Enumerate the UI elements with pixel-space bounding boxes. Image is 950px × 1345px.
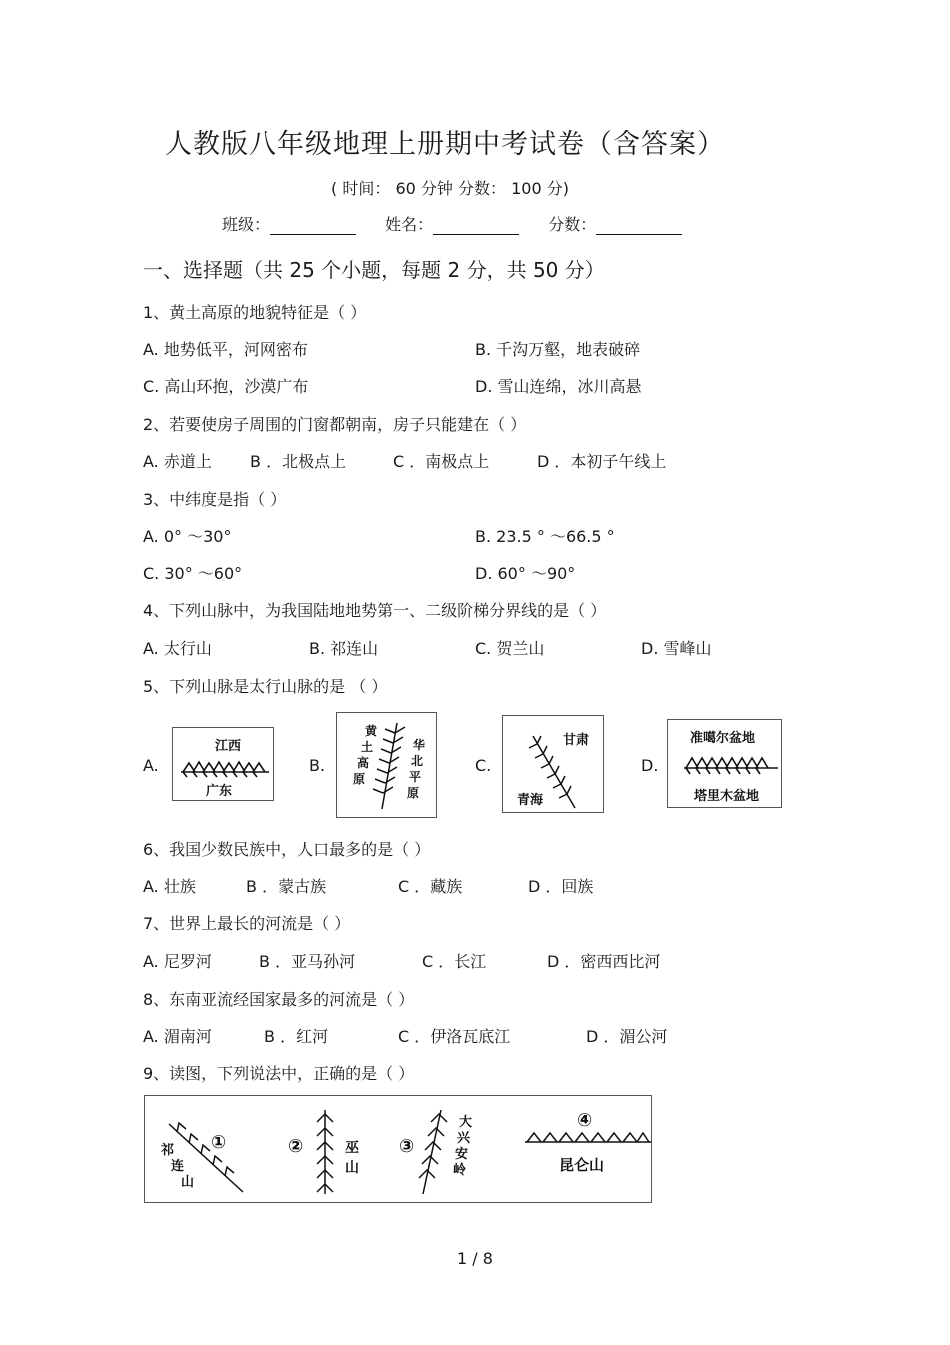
q5d-bottom-label: 塔里木盆地 — [694, 789, 760, 804]
q7-option-c: C ．长江 — [422, 952, 487, 971]
q4-option-c: C. 贺兰山 — [475, 639, 545, 658]
q9-m3-num: ③ — [399, 1136, 415, 1157]
q5-image-b — [336, 712, 437, 818]
exam-info: ( 时间： 60 分钟 分数： 100 分) — [331, 179, 569, 198]
question-4: 4、下列山脉中，为我国陆地地势第一、二级阶梯分界线的是（ ） — [143, 601, 607, 620]
q7-option-b: B ．亚马孙河 — [259, 952, 356, 971]
question-6: 6、我国少数民族中，人口最多的是（ ） — [143, 840, 431, 859]
name-blank[interactable] — [433, 220, 519, 235]
mountain-range-icon — [373, 723, 405, 809]
q1-option-a: A. 地势低平，河网密布 — [143, 340, 308, 359]
score-blank[interactable] — [596, 220, 682, 235]
q5-image-a — [172, 727, 274, 801]
q5d-top-label: 准噶尔盆地 — [690, 731, 756, 746]
q5a-bottom-label: 广东 — [206, 784, 233, 799]
class-label: 班级： — [222, 215, 271, 234]
page-title: 人教版八年级地理上册期中考试卷（含答案） — [165, 129, 725, 160]
q9-m2-num: ② — [288, 1136, 304, 1157]
mountain-range-icon — [525, 1133, 651, 1142]
q5-option-a: A. — [143, 756, 159, 775]
q1-option-c: C. 高山环抱，沙漠广布 — [143, 377, 309, 396]
q5b-right-label: 华北平原 — [407, 738, 426, 800]
q6-option-a: A. 壮族 — [143, 877, 196, 896]
q2-option-d: D ．本初子午线上 — [537, 452, 667, 471]
q3-option-d: D. 60° ～90° — [475, 564, 576, 583]
class-blank[interactable] — [270, 220, 356, 235]
q2-option-b: B ．北极点上 — [250, 452, 347, 471]
q5c-bottom-label: 青海 — [517, 793, 544, 808]
q6-option-d: D ．回族 — [528, 877, 594, 896]
question-1: 1、黄土高原的地貌特征是（ ） — [143, 303, 367, 322]
q8-option-d: D ．湄公河 — [586, 1027, 668, 1046]
q5-option-d: D. — [641, 756, 659, 775]
score-label: 分数： — [548, 215, 597, 234]
q7-option-d: D ．密西西比河 — [547, 952, 661, 971]
q5b-left-label: 黄土高原 — [353, 724, 378, 786]
q8-option-a: A. 湄南河 — [143, 1027, 212, 1046]
q6-option-c: C ．藏族 — [398, 877, 463, 896]
question-9: 9、读图，下列说法中，正确的是（ ） — [143, 1064, 415, 1083]
question-3: 3、中纬度是指（ ） — [143, 490, 287, 509]
mountain-range-icon — [181, 762, 269, 777]
q2-option-c: C ．南极点上 — [393, 452, 490, 471]
q5c-top-label: 甘肃 — [563, 733, 590, 748]
q9-mountain-figure — [144, 1095, 652, 1203]
name-label: 姓名： — [385, 215, 434, 234]
question-7: 7、世界上最长的河流是（ ） — [143, 914, 351, 933]
page-number: 1 / 8 — [457, 1249, 493, 1268]
question-2: 2、若要使房子周围的门窗都朝南，房子只能建在（ ） — [143, 415, 527, 434]
q3-option-c: C. 30° ～60° — [143, 564, 243, 583]
question-5: 5、下列山脉是太行山脉的是 （ ） — [143, 677, 388, 696]
q3-option-a: A. 0° ～30° — [143, 527, 232, 546]
q3-option-b: B. 23.5 ° ～66.5 ° — [475, 527, 615, 546]
q5a-top-label: 江西 — [215, 739, 242, 754]
q9-m3-name: 大兴安岭 — [453, 1115, 473, 1178]
q9-m1-num: ① — [211, 1132, 227, 1153]
mountain-range-icon — [317, 1110, 333, 1194]
q9-m4-num: ④ — [577, 1110, 593, 1131]
q9-m1-name: 祁连山 — [161, 1143, 195, 1190]
q5-option-b: B. — [309, 756, 326, 775]
q2-option-a: A. 赤道上 — [143, 452, 212, 471]
q8-option-b: B ．红河 — [264, 1027, 329, 1046]
section-heading: 一、选择题（共 25 个小题，每题 2 分，共 50 分） — [143, 258, 605, 282]
q1-option-d: D. 雪山连绵，冰川高悬 — [475, 377, 642, 396]
student-fields — [222, 212, 706, 235]
q1-option-b: B. 千沟万壑，地表破碎 — [475, 340, 641, 359]
q8-option-c: C ．伊洛瓦底江 — [398, 1027, 511, 1046]
q6-option-b: B ．蒙古族 — [246, 877, 327, 896]
q5-image-c — [502, 715, 604, 813]
q4-option-a: A. 太行山 — [143, 639, 212, 658]
q5-image-d — [667, 719, 782, 808]
q9-m4-name: 昆仑山 — [559, 1156, 605, 1174]
q5-option-c: C. — [475, 756, 492, 775]
q4-option-b: B. 祁连山 — [309, 639, 379, 658]
mountain-range-icon — [419, 1110, 447, 1194]
question-8: 8、东南亚流经国家最多的河流是（ ） — [143, 990, 415, 1009]
q4-option-d: D. 雪峰山 — [641, 639, 712, 658]
q7-option-a: A. 尼罗河 — [143, 952, 212, 971]
q9-m2-name: 巫山 — [345, 1140, 359, 1176]
mountain-range-icon — [684, 758, 778, 774]
